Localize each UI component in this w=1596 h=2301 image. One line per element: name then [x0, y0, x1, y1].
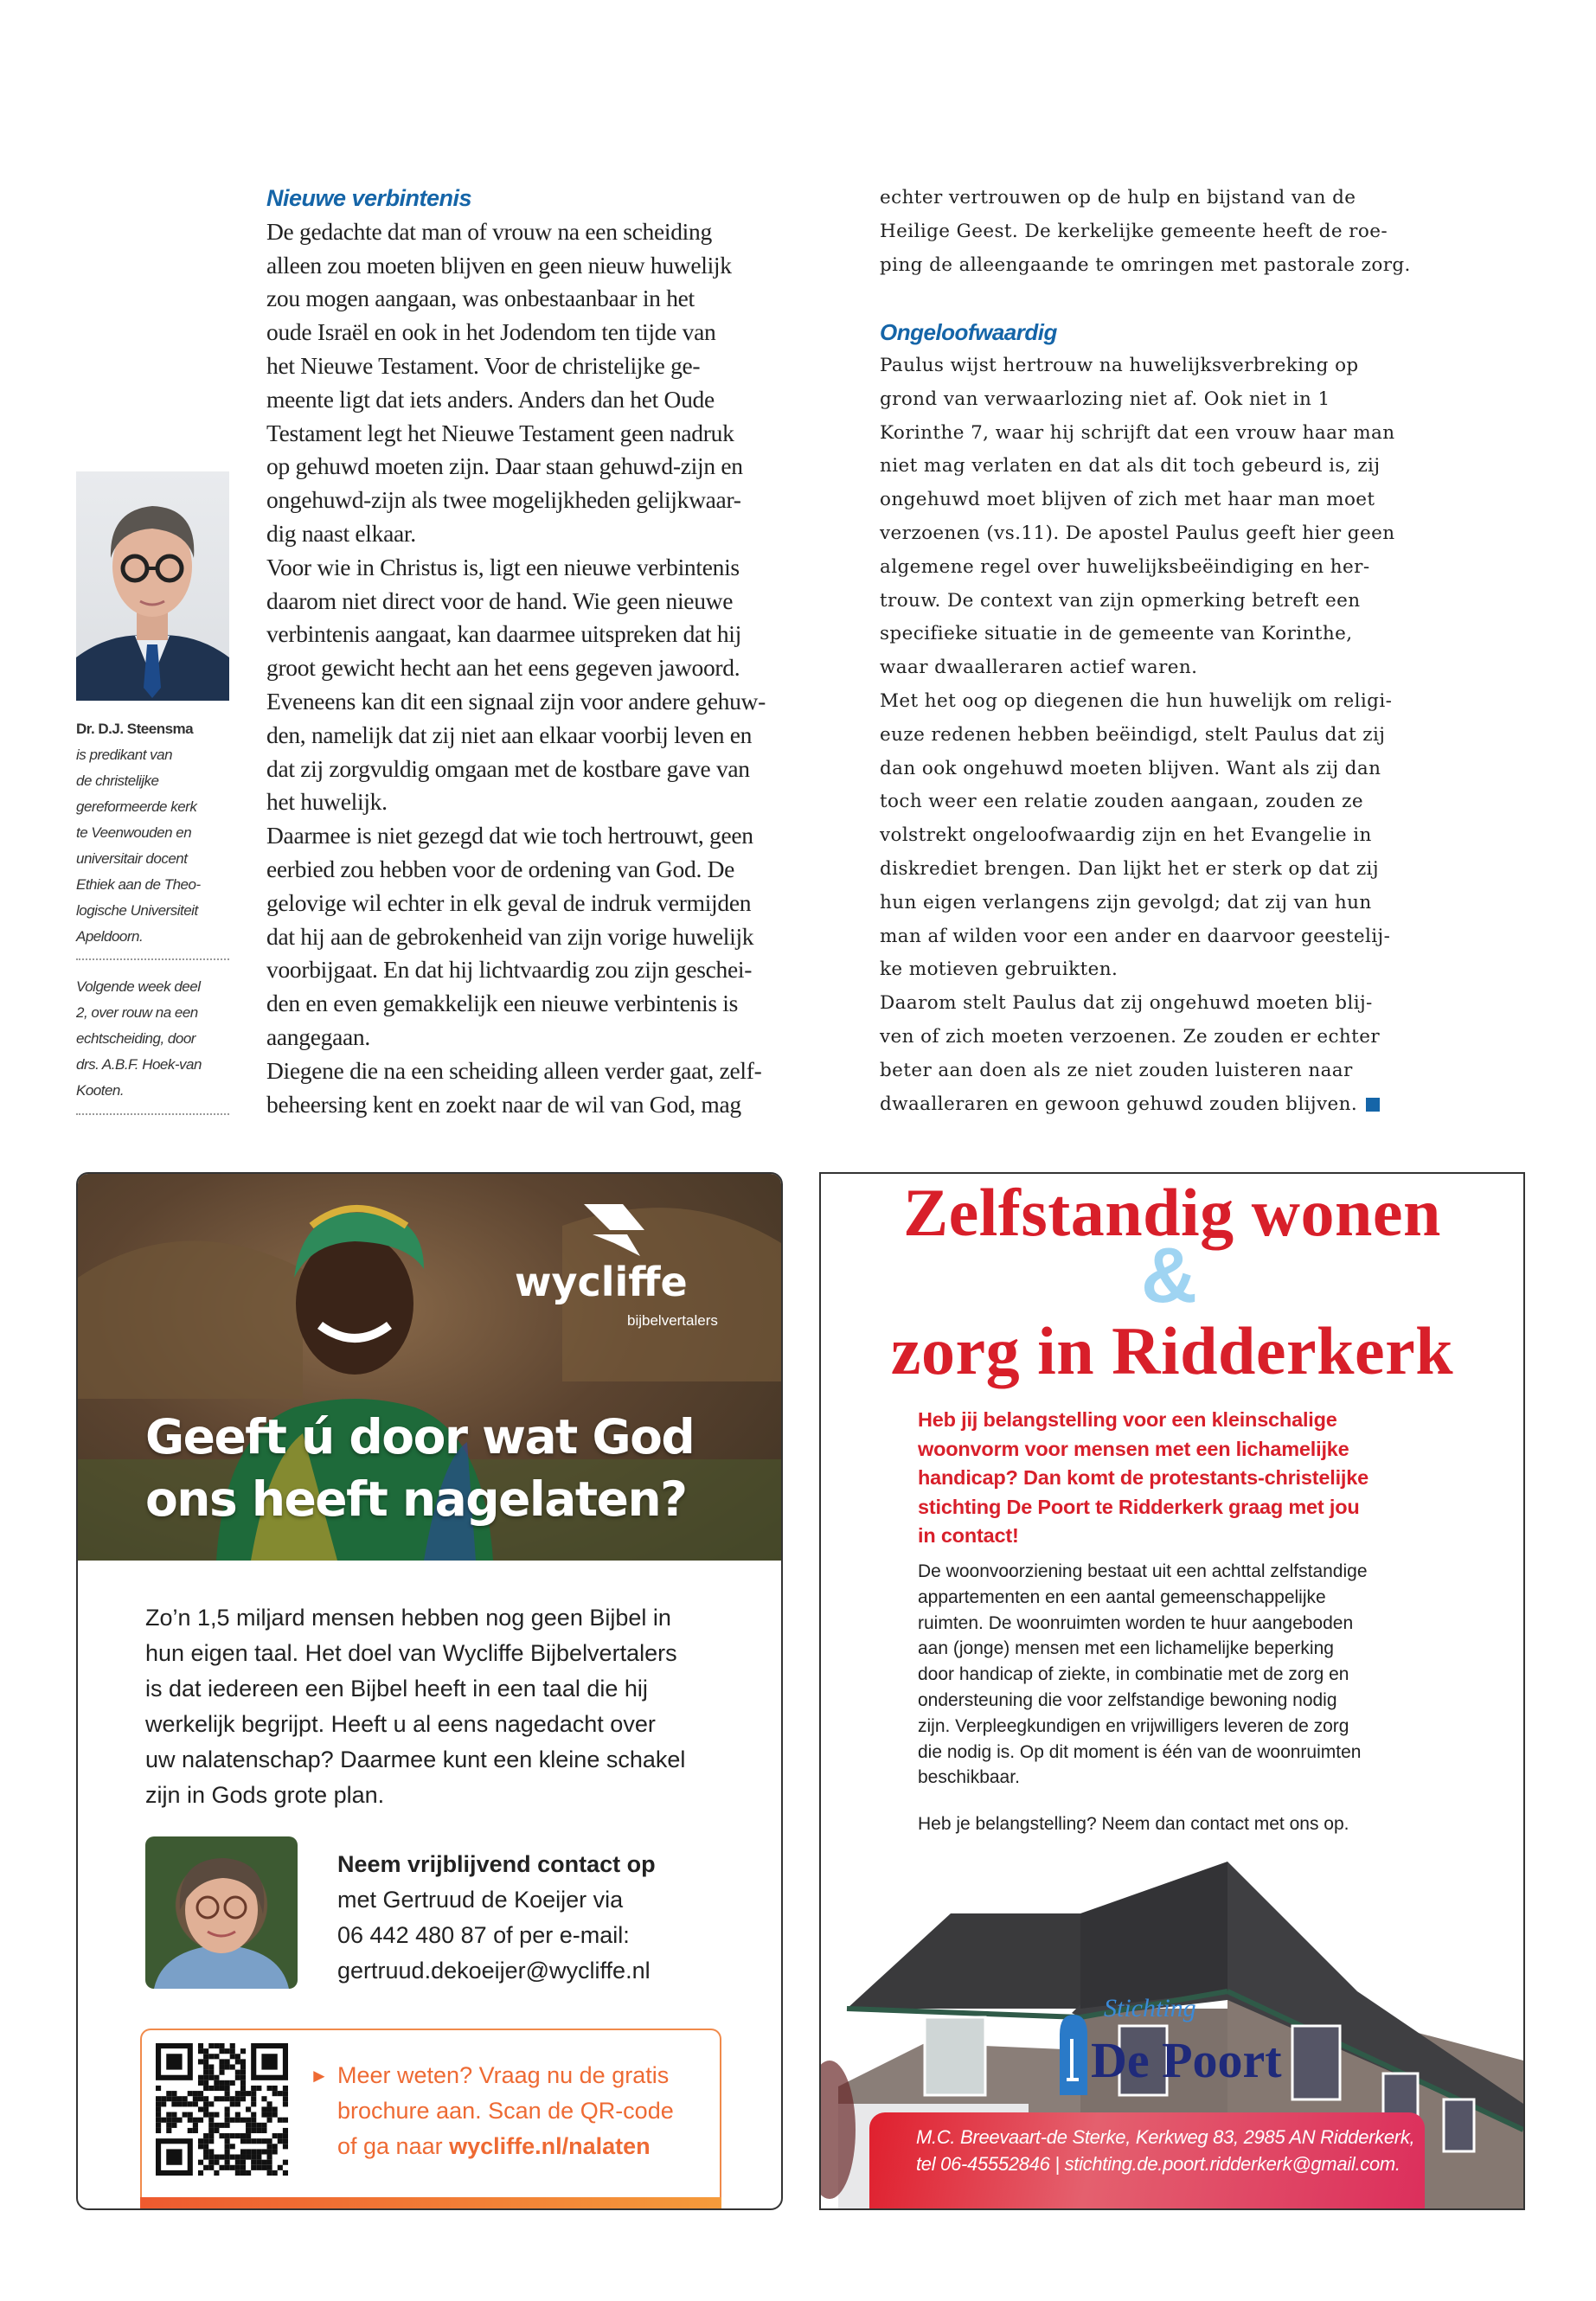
arrow-right-icon: ►: [310, 2065, 329, 2086]
divider: [76, 958, 229, 960]
ad-headline: [145, 1406, 694, 1530]
body-line: dat hij aan de gebrokenheid van zijn vorige huwelijk: [266, 922, 754, 950]
next-week-line: Volgende week deel: [76, 978, 201, 995]
author-bio-line: te Veenwouden en: [76, 824, 192, 841]
author-bio-line: Apeldoorn.: [76, 928, 144, 945]
body-line: grond van verwaarlozing niet af. Ook niet in 1: [880, 388, 1330, 410]
ad-body-line: beschikbaar.: [918, 1767, 1020, 1788]
body-line: ongehuwd moet blijven of zich met haar man moet: [880, 489, 1375, 511]
address-line: M.C. Breevaart-de Sterke, Kerkweg 83, 2985 AN Ridderkerk,: [916, 2126, 1415, 2148]
intro-lines: [918, 1406, 1368, 1551]
body-line: daarom niet direct voor de hand. Wie geen nieuwe: [266, 586, 734, 614]
author-bio-line: is predikant van: [76, 747, 173, 763]
contact-line: gertruud.dekoeijer@wycliffe.nl: [337, 1958, 651, 1984]
body-line: ke motieven gebruikten.: [880, 958, 1118, 981]
wycliffe-logo: [575, 1200, 653, 1265]
body-line: groot gewicht hecht aan het eens gegeven jawoord.: [266, 654, 740, 682]
body-line: specifieke situatie in de gemeente van Korinthe,: [880, 623, 1353, 645]
body-line: hun eigen verlangens zijn gevolgd; dat zij van hun: [880, 891, 1372, 913]
wycliffe-advertisement[interactable]: [76, 1172, 783, 2210]
ad-body-line: appartementen en een aantal gemeenschappelijke: [918, 1586, 1326, 1607]
next-week-line: drs. A.B.F. Hoek-van: [76, 1056, 202, 1073]
ad-body-line: ondersteuning die voor zelfstandige bewoning nodig: [918, 1689, 1337, 1710]
contact-person-photo: [145, 1836, 298, 1989]
qr-code[interactable]: [156, 2043, 288, 2176]
body-line: den en even gemakkelijk een nieuwe verbintenis is: [266, 990, 739, 1017]
ad-body-line: zijn. Verpleegkundigen en vrijwilligers leveren de zorg: [918, 1715, 1349, 1736]
logo-name-text: De Poort: [1091, 2032, 1282, 2088]
cta-bar: [140, 2197, 721, 2209]
contact-line: 06 442 480 87 of per e-mail:: [337, 1922, 630, 1948]
logo-script-text: Stichting: [1104, 1994, 1196, 2022]
body-line: trouw. De context van zijn opmerking betreft een: [880, 589, 1361, 612]
next-week-line: 2, over rouw na een: [76, 1004, 198, 1021]
de-poort-advertisement[interactable]: [819, 1172, 1525, 2210]
body-line: [880, 1088, 1411, 1122]
ad-intro: [918, 1406, 1368, 1551]
address-line: tel 06-45552846 | stichting.de.poort.ridderkerk@gmail.com.: [916, 2153, 1401, 2175]
wycliffe-logo-text: wycliffe: [515, 1259, 688, 1305]
body-line: het Nieuwe Testament. Voor de christelijke ge-: [266, 351, 701, 379]
body-line: Paulus wijst hertrouw na huwelijksverbreking op: [880, 354, 1359, 376]
body-line: oude Israël en ook in het Jodendom ten tijde van: [266, 318, 716, 346]
body-line: Met het oog op diegenen die hun huwelijk om religi-: [880, 689, 1393, 712]
body-line: op gehuwd moeten zijn. Daar staan gehuwd-zijn en: [266, 452, 743, 480]
next-week-line: Kooten.: [76, 1082, 125, 1099]
cta-line: brochure aan. Scan de QR-code: [337, 2098, 674, 2124]
author-bio-line: de christelijke: [76, 772, 159, 789]
cta-line: Meer weten? Vraag nu de gratis: [337, 2062, 670, 2088]
ad-body-text: [145, 1600, 685, 1813]
body-line: euze redenen hebben beëindigd, stelt Paulus dat zij: [880, 723, 1386, 746]
section-heading: Ongeloofwaardig: [880, 319, 1057, 346]
body-line: meente ligt dat iets anders. Anders dan het Oude: [266, 385, 715, 413]
intro-line: woonvorm voor mensen met een lichamelijke: [918, 1437, 1349, 1460]
body-line: Daarom stelt Paulus dat zij ongehuwd moeten blij-: [880, 992, 1373, 1015]
ad-body-line: die nodig is. Op dit moment is één van de woonruimten: [918, 1741, 1362, 1762]
ad-body-lines: [145, 1600, 685, 1813]
contact-title: Neem vrijblijvend contact op: [337, 1851, 656, 1877]
body-line: aangegaan.: [266, 1022, 370, 1050]
ad-body-line: is dat iedereen een Bijbel heeft in een taal die hij: [145, 1676, 648, 1702]
paragraph-gap: [880, 282, 1411, 316]
ad-call-to-action: Heb je belangstelling? Neem dan contact met ons op.: [918, 1814, 1349, 1834]
body-line: ven of zich moeten verzoenen. Ze zouden er echter: [880, 1025, 1381, 1048]
body-line: Heilige Geest. De kerkelijke gemeente heeft de roe-: [880, 220, 1388, 242]
contact-lines: [337, 1882, 656, 1989]
ad-title-line: Zelfstandig wonen: [903, 1175, 1441, 1250]
headline-lines: [145, 1406, 694, 1530]
body-line: den, namelijk dat zij niet aan elkaar voorbij leven en: [266, 721, 753, 748]
cta-prefix: of ga naar: [337, 2133, 450, 2159]
cta-link[interactable]: wycliffe.nl/nalaten: [449, 2133, 651, 2159]
body-line: ping de alleengaande te omringen met pastorale zorg.: [880, 253, 1411, 276]
article-column-1: [266, 182, 766, 1121]
author-bio-line: Ethiek aan de Theo-: [76, 876, 201, 893]
cta-lines: [337, 2058, 674, 2129]
article-column-2: [880, 182, 1411, 1121]
body-line: ongehuwd-zijn als twee mogelijkheden gelijkwaar-: [266, 486, 741, 514]
divider: [76, 1113, 229, 1115]
body-line: Testament legt het Nieuwe Testament geen nadruk: [266, 419, 734, 446]
body-lines: [266, 215, 766, 1122]
body-line: het huwelijk.: [266, 788, 388, 816]
body-line: alleen zou moeten blijven en geen nieuw huwelijk: [266, 251, 732, 279]
body-line: eerbied zou hebben voor de ordening van God. De: [266, 855, 735, 882]
end-of-article-marker: [1366, 1098, 1380, 1112]
body-line: zou mogen aangaan, was onbestaanbaar in het: [266, 285, 695, 312]
body-line: dat zij zorgvuldig omgaan met de kostbare gave van: [266, 754, 750, 782]
ad-body-line: De woonvoorziening bestaat uit een achttal zelfstandige: [918, 1561, 1368, 1581]
body-line: diskrediet brengen. Dan lijkt het er sterk op dat zij: [880, 857, 1379, 880]
cta-line: [337, 2129, 674, 2164]
ad-body-line: uw nalatenschap? Daarmee kunt een kleine schakel: [145, 1747, 686, 1772]
body-line: beter aan doen als ze niet zouden luisteren naar: [880, 1059, 1353, 1081]
body-line: De gedachte dat man of vrouw na een scheiding: [266, 217, 712, 245]
ampersand-graphic: &: [1141, 1233, 1197, 1319]
section-heading: Nieuwe verbintenis: [266, 185, 472, 211]
body-line: algemene regel over huwelijksbeëindiging en her-: [880, 555, 1370, 578]
body-line: echter vertrouwen op de hulp en bijstand van de: [880, 187, 1356, 208]
address-text: [916, 2124, 1414, 2177]
author-bio-line: logische Universiteit: [76, 902, 198, 919]
body-line: Voor wie in Christus is, ligt een nieuwe verbintenis: [266, 553, 740, 580]
author-bio-lines: [76, 742, 201, 950]
body-line: Daarmee is niet gezegd dat wie toch hertrouwt, geen: [266, 822, 753, 849]
body-line: Diegene die na een scheiding alleen verder gaat, zelf-: [266, 1056, 762, 1084]
ad-body-text: [918, 1559, 1368, 1791]
intro-line: stichting De Poort te Ridderkerk graag met jou: [918, 1495, 1360, 1518]
ad-body-line: aan (jonge) mensen met een lichamelijke beperking: [918, 1638, 1334, 1659]
body-line: toch weer een relatie zouden aangaan, zouden ze: [880, 791, 1363, 813]
author-bio-line: gereformeerde kerk: [76, 798, 197, 815]
ad-body-line: ruimten. De woonruimten worden te huur aangeboden: [918, 1612, 1354, 1633]
ad-body-line: door handicap of ziekte, in combinatie met de zorg en: [918, 1664, 1349, 1685]
next-week-lines: [76, 974, 202, 1104]
contact-info: [337, 1847, 656, 1989]
body-line: Korinthe 7, waar hij schrijft dat een vrouw haar man: [880, 421, 1395, 444]
body-lines: [880, 349, 1411, 1088]
intro-line: Heb jij belangstelling voor een kleinschalige: [918, 1408, 1337, 1431]
wycliffe-logo-icon: [575, 1200, 653, 1260]
ad-body-line: zijn in Gods grote plan.: [145, 1782, 385, 1808]
body-lines: [880, 182, 1411, 282]
ad-body-line: hun eigen taal. Het doel van Wycliffe Bijbelvertalers: [145, 1640, 677, 1666]
body-line: voorbijgaat. En dat hij lichtvaardig zou zijn geschei-: [266, 956, 753, 984]
next-week-note: [76, 974, 202, 1104]
cta-text: [337, 2058, 674, 2164]
body-line: dig naast elkaar.: [266, 519, 416, 547]
intro-line: handicap? Dan komt de protestants-christelijke: [918, 1466, 1368, 1489]
ad-body-line: Zo’n 1,5 miljard mensen hebben nog geen Bijbel in: [145, 1605, 671, 1631]
body-line: dan ook ongehuwd moeten blijven. Want als zij dan: [880, 757, 1381, 779]
body-line: waar dwaalleraren actief waren.: [880, 657, 1198, 679]
ad-hero-photo: [78, 1174, 781, 1561]
author-name: Dr. D.J. Steensma: [76, 721, 194, 737]
ad-body-lines: [918, 1559, 1368, 1791]
author-caption: [76, 716, 201, 950]
body-line: Eveneens kan dit een signaal zijn voor andere gehuw-: [266, 687, 766, 715]
author-photo: [76, 471, 229, 701]
author-bio-line: universitair docent: [76, 850, 188, 867]
ad-title-line: zorg in Ridderkerk: [890, 1313, 1454, 1388]
body-line: verzoenen (vs.11). De apostel Paulus geeft hier geen: [880, 522, 1395, 544]
body-line: niet mag verlaten en dat als dit toch gebeurd is, zij: [880, 455, 1381, 478]
body-line: man af wilden voor een ander en daarvoor geestelij-: [880, 925, 1391, 947]
body-line: volstrekt ongeloofwaardig zijn en het Evangelie in: [880, 824, 1372, 847]
headline-line: Geeft ú door wat God: [145, 1409, 695, 1465]
wycliffe-logo-subtitle: bijbelvertalers: [627, 1312, 718, 1329]
body-line: beheersing kent en zoekt naar de wil van God, mag: [266, 1090, 741, 1118]
next-week-line: echtscheiding, door: [76, 1030, 195, 1047]
contact-line: met Gertruud de Koeijer via: [337, 1887, 624, 1913]
door-icon: [1056, 2013, 1091, 2095]
ad-body-line: werkelijk begrijpt. Heeft u al eens nagedacht over: [145, 1711, 656, 1737]
address-lines: [916, 2124, 1414, 2177]
intro-line: in contact!: [918, 1524, 1019, 1547]
body-line: gelovige wil echter in elk geval de indruk vermijden: [266, 888, 752, 916]
headline-line: ons heeft nagelaten?: [145, 1471, 687, 1527]
body-line: verbintenis aangaat, kan daarmee uitspreken dat hij: [266, 620, 741, 648]
last-line-text: dwaalleraren en gewoon gehuwd zouden blijven.: [880, 1093, 1358, 1115]
